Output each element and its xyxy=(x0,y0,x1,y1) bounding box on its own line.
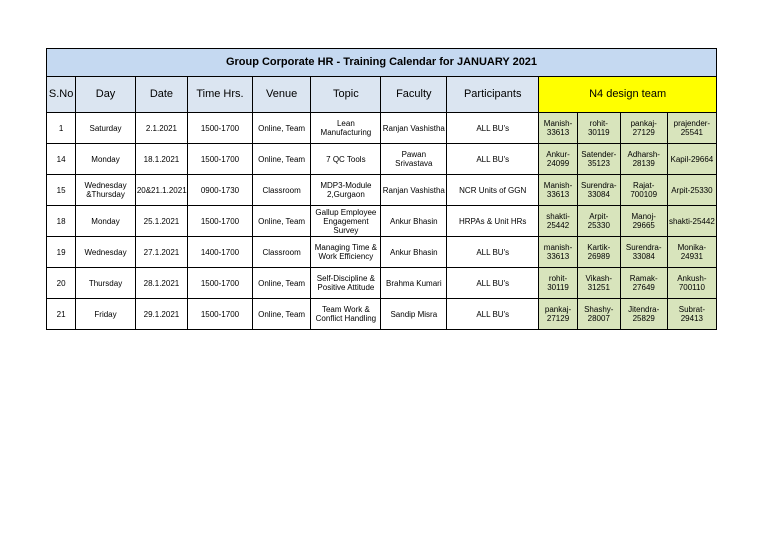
venue-cell: Online, Team xyxy=(252,113,311,144)
team-member-cell: Manish-33613 xyxy=(539,113,578,144)
faculty-cell: Ranjan Vashistha xyxy=(381,175,447,206)
training-calendar-table xyxy=(46,48,717,330)
topic-cell: Gallup Employee Engagement Survey xyxy=(311,206,381,237)
team-member-cell: Arpit-25330 xyxy=(667,175,716,206)
team-member-cell: Adharsh-28139 xyxy=(620,144,667,175)
faculty-cell: Ankur Bhasin xyxy=(381,206,447,237)
venue-cell: Classroom xyxy=(252,175,311,206)
team-member-cell: Surendra-33084 xyxy=(577,175,620,206)
venue-cell: Online, Team xyxy=(252,144,311,175)
participants-cell: ALL BU's xyxy=(447,237,539,268)
team-member-cell: prajender-25541 xyxy=(667,113,716,144)
table-row xyxy=(47,144,717,175)
team-member-cell: Surendra-33084 xyxy=(620,237,667,268)
header-topic: Topic xyxy=(311,77,381,113)
faculty-cell: Brahma Kumari xyxy=(381,268,447,299)
day-cell: Wednesday xyxy=(76,237,136,268)
team-member-cell: shakti-25442 xyxy=(539,206,578,237)
header-row xyxy=(47,77,717,113)
sno-cell: 1 xyxy=(47,113,76,144)
day-cell: Wednesday &Thursday xyxy=(76,175,136,206)
header-date: Date xyxy=(135,77,187,113)
table-row xyxy=(47,299,717,330)
team-member-cell: Ramak-27649 xyxy=(620,268,667,299)
team-member-cell: Ankush-700110 xyxy=(667,268,716,299)
sno-cell: 15 xyxy=(47,175,76,206)
header-time: Time Hrs. xyxy=(188,77,253,113)
header-venue: Venue xyxy=(252,77,311,113)
date-cell: 2.1.2021 xyxy=(135,113,187,144)
team-member-cell: pankaj-27129 xyxy=(539,299,578,330)
sno-cell: 20 xyxy=(47,268,76,299)
participants-cell: ALL BU's xyxy=(447,299,539,330)
time-cell: 1500-1700 xyxy=(188,206,253,237)
time-cell: 0900-1730 xyxy=(188,175,253,206)
team-member-cell: Arpit-25330 xyxy=(577,206,620,237)
team-member-cell: manish-33613 xyxy=(539,237,578,268)
day-cell: Monday xyxy=(76,144,136,175)
participants-cell: NCR Units of GGN xyxy=(447,175,539,206)
team-member-cell: Rajat-700109 xyxy=(620,175,667,206)
faculty-cell: Ranjan Vashistha xyxy=(381,113,447,144)
participants-cell: ALL BU's xyxy=(447,113,539,144)
time-cell: 1500-1700 xyxy=(188,144,253,175)
venue-cell: Online, Team xyxy=(252,206,311,237)
team-member-cell: Vikash-31251 xyxy=(577,268,620,299)
topic-cell: Self-Discipline & Positive Attitude xyxy=(311,268,381,299)
day-cell: Monday xyxy=(76,206,136,237)
topic-cell: Team Work & Conflict Handling xyxy=(311,299,381,330)
team-member-cell: shakti-25442 xyxy=(667,206,716,237)
table-title: Group Corporate HR - Training Calendar for JANUARY 2021 xyxy=(47,49,717,77)
sno-cell: 21 xyxy=(47,299,76,330)
header-n4-design-team: N4 design team xyxy=(539,77,717,113)
team-member-cell: Jitendra-25829 xyxy=(620,299,667,330)
venue-cell: Online, Team xyxy=(252,268,311,299)
team-member-cell: Manish-33613 xyxy=(539,175,578,206)
team-member-cell: Subrat-29413 xyxy=(667,299,716,330)
sno-cell: 14 xyxy=(47,144,76,175)
topic-cell: Lean Manufacturing xyxy=(311,113,381,144)
sno-cell: 19 xyxy=(47,237,76,268)
topic-cell: Managing Time & Work Efficiency xyxy=(311,237,381,268)
faculty-cell: Sandip Misra xyxy=(381,299,447,330)
time-cell: 1500-1700 xyxy=(188,299,253,330)
team-member-cell: rohit-30119 xyxy=(577,113,620,144)
team-member-cell: Satender-35123 xyxy=(577,144,620,175)
table-row xyxy=(47,175,717,206)
faculty-cell: Pawan Srivastava xyxy=(381,144,447,175)
table-row xyxy=(47,206,717,237)
date-cell: 20&21.1.2021 xyxy=(135,175,187,206)
header-participants: Participants xyxy=(447,77,539,113)
header-sno: S.No xyxy=(47,77,76,113)
date-cell: 18.1.2021 xyxy=(135,144,187,175)
day-cell: Thursday xyxy=(76,268,136,299)
team-member-cell: Manoj-29665 xyxy=(620,206,667,237)
date-cell: 28.1.2021 xyxy=(135,268,187,299)
table-row xyxy=(47,113,717,144)
team-member-cell: pankaj-27129 xyxy=(620,113,667,144)
time-cell: 1500-1700 xyxy=(188,268,253,299)
day-cell: Friday xyxy=(76,299,136,330)
day-cell: Saturday xyxy=(76,113,136,144)
table-row xyxy=(47,237,717,268)
venue-cell: Classroom xyxy=(252,237,311,268)
sno-cell: 18 xyxy=(47,206,76,237)
venue-cell: Online, Team xyxy=(252,299,311,330)
team-member-cell: rohit-30119 xyxy=(539,268,578,299)
table-row xyxy=(47,268,717,299)
date-cell: 29.1.2021 xyxy=(135,299,187,330)
header-faculty: Faculty xyxy=(381,77,447,113)
participants-cell: ALL BU's xyxy=(447,144,539,175)
date-cell: 25.1.2021 xyxy=(135,206,187,237)
time-cell: 1500-1700 xyxy=(188,113,253,144)
time-cell: 1400-1700 xyxy=(188,237,253,268)
topic-cell: MDP3-Module 2,Gurgaon xyxy=(311,175,381,206)
participants-cell: ALL BU's xyxy=(447,268,539,299)
header-day: Day xyxy=(76,77,136,113)
faculty-cell: Ankur Bhasin xyxy=(381,237,447,268)
title-row xyxy=(47,49,717,77)
date-cell: 27.1.2021 xyxy=(135,237,187,268)
team-member-cell: Kartik-26989 xyxy=(577,237,620,268)
team-member-cell: Monika-24931 xyxy=(667,237,716,268)
participants-cell: HRPAs & Unit HRs xyxy=(447,206,539,237)
team-member-cell: Shashy-28007 xyxy=(577,299,620,330)
team-member-cell: Kapil-29664 xyxy=(667,144,716,175)
topic-cell: 7 QC Tools xyxy=(311,144,381,175)
team-member-cell: Ankur-24099 xyxy=(539,144,578,175)
